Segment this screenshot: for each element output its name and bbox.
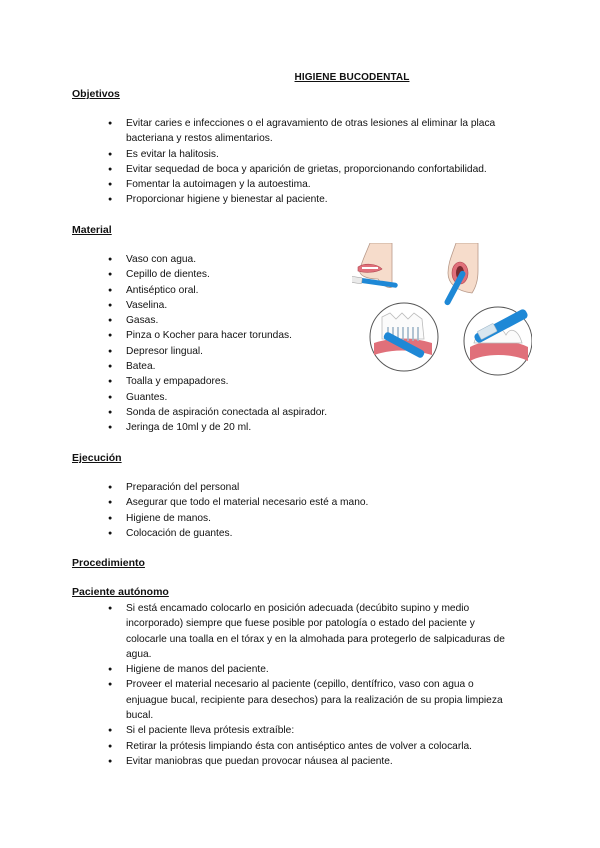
list-material xyxy=(108,252,358,436)
list-item: ● Asegurar que todo el material necesario esté a mano. xyxy=(108,495,528,510)
list-item: ● Evitar caries e infecciones o el agravamiento de otras lesiones al eliminar la placa bacteriana y restos alimentarios. xyxy=(108,116,528,147)
heading-material: Material xyxy=(72,224,112,236)
list-item: ● Si el paciente lleva prótesis extraíble: xyxy=(108,723,518,738)
list-item: ● Depresor lingual. xyxy=(108,344,358,359)
list-item: ● Si está encamado colocarlo en posición adecuada (decúbito supino y medio incorporado) siempre que fuese posible por patología o estado del paciente y colocarle una toalla en el tórax y en la almohada para protegerlo de salpicaduras de agua. xyxy=(108,601,518,662)
face-profile-right-icon xyxy=(443,243,478,306)
magnified-brush-left-icon xyxy=(370,303,438,371)
heading-procedimiento: Procedimiento xyxy=(72,557,145,569)
list-item: ● Batea. xyxy=(108,359,358,374)
list-item: ● Preparación del personal xyxy=(108,480,528,495)
list-ejecucion xyxy=(108,480,528,541)
list-item: ● Proveer el material necesario al paciente (cepillo, dentífrico, vaso con agua o enjuague bucal, recipiente para desechos) para la realización de su propia limpieza bucal. xyxy=(108,677,518,723)
face-profile-left-icon xyxy=(352,243,398,288)
list-item: ● Pinza o Kocher para hacer torundas. xyxy=(108,328,358,343)
list-item: ● Gasas. xyxy=(108,313,358,328)
list-item: ● Proporcionar higiene y bienestar al paciente. xyxy=(108,192,528,207)
list-procedimiento xyxy=(108,601,518,769)
document-title: HIGIENE BUCODENTAL xyxy=(294,72,410,83)
list-item: ● Cepillo de dientes. xyxy=(108,267,358,282)
heading-ejecucion: Ejecución xyxy=(72,452,122,464)
list-item: ● Colocación de guantes. xyxy=(108,526,528,541)
list-item: ● Retirar la prótesis limpiando ésta con antiséptico antes de volver a colocarla. xyxy=(108,739,518,754)
list-item: ● Evitar maniobras que puedan provocar náusea al paciente. xyxy=(108,754,518,769)
list-item: ● Higiene de manos del paciente. xyxy=(108,662,518,677)
magnified-brush-right-icon xyxy=(464,307,532,375)
toothbrushing-illustration xyxy=(352,243,532,383)
list-item: ● Toalla y empapadores. xyxy=(108,374,358,389)
list-item: ● Sonda de aspiración conectada al aspirador. xyxy=(108,405,358,420)
heading-objetivos: Objetivos xyxy=(72,88,120,100)
list-item: ● Guantes. xyxy=(108,390,358,405)
list-item: ● Fomentar la autoimagen y la autoestima. xyxy=(108,177,528,192)
list-item: ● Vaselina. xyxy=(108,298,358,313)
list-item: ● Jeringa de 10ml y de 20 ml. xyxy=(108,420,358,435)
list-item: ● Antiséptico oral. xyxy=(108,283,358,298)
list-item: ● Evitar sequedad de boca y aparición de grietas, proporcionando confortabilidad. xyxy=(108,162,528,177)
subheading-paciente-autonomo: Paciente autónomo xyxy=(72,586,169,598)
list-item: ● Vaso con agua. xyxy=(108,252,358,267)
list-item: ● Higiene de manos. xyxy=(108,511,528,526)
list-item: ● Es evitar la halitosis. xyxy=(108,147,528,162)
list-objetivos xyxy=(108,116,528,208)
